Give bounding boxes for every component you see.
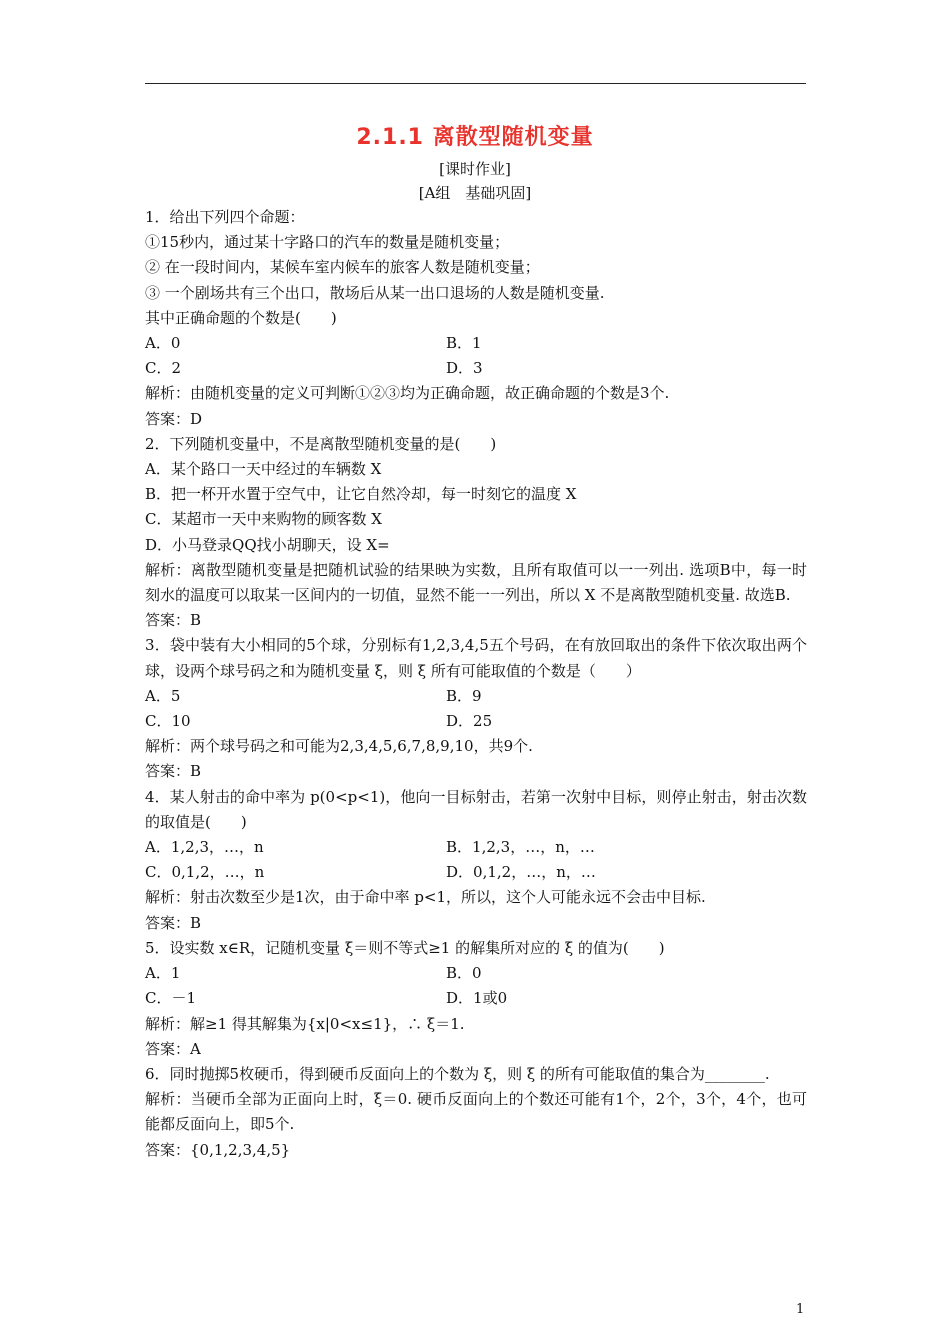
q4-options-row-1	[145, 835, 807, 860]
q5-options-row-1	[145, 961, 807, 986]
q1-proposition-2: ② 在一段时间内，某候车室内候车的旅客人数是随机变量；	[145, 258, 540, 277]
q3-options-row-2	[145, 709, 807, 734]
q4-option-c: C．0,1,2，…，n	[145, 863, 265, 882]
q3-analysis: 解析：两个球号码之和可能为2,3,4,5,6,7,8,9,10，共9个.	[145, 737, 533, 756]
q2-analysis: 解析：离散型随机变量是把随机试验的结果映为实数，且所有取值可以一一列出. 选项B中，每一时刻水的温度可以取某一区间内的一切值，显然不能一一列出，所以 X 不是离散型随机变量. 故选B.	[145, 560, 807, 605]
q3-option-a: A．5	[145, 686, 181, 705]
group-label: [A组 基础巩固]	[418, 184, 532, 202]
q4-option-b: B．1,2,3，…，n，…	[446, 838, 595, 857]
q2-option-a: A．某个路口一天中经过的车辆数 X	[145, 460, 382, 479]
q5-option-a: A．1	[145, 964, 181, 983]
q4-analysis: 解析：射击次数至少是1次，由于命中率 p<1，所以，这个人可能永远不会击中目标.	[145, 888, 706, 907]
q2-option-d: D．小马登录QQ找小胡聊天，设 X=	[145, 535, 390, 554]
q3-option-b: B．9	[446, 686, 482, 705]
q2-stem: 2．下列随机变量中，不是离散型随机变量的是( )	[145, 434, 497, 453]
q3-stem: 3．袋中装有大小相同的5个球，分别标有1,2,3,4,5五个号码，在有放回取出的条件下依次取出两个球，设两个球号码之和为随机变量 ξ，则 ξ 所有可能取值的个数是（ ）	[145, 636, 807, 680]
q5-options-row-2	[145, 986, 807, 1011]
q4-option-d: D．0,1,2，…，n，…	[446, 863, 596, 882]
q3-option-c: C．10	[145, 712, 191, 731]
q1-proposition-1: ①15秒内，通过某十字路口的汽车的数量是随机变量；	[145, 233, 510, 252]
q1-answer: 答案：D	[145, 409, 203, 428]
q1-options-row-1	[145, 331, 807, 356]
q5-option-c: C．－1	[145, 989, 197, 1008]
q1-proposition-3: ③ 一个剧场共有三个出口，散场后从某一出口退场的人数是随机变量.	[145, 283, 605, 302]
q4-options-row-2	[145, 860, 807, 885]
q3-answer: 答案：B	[145, 762, 202, 781]
q2-option-b: B．把一杯开水置于空气中，让它自然冷却，每一时刻它的温度 X	[145, 485, 577, 504]
q1-option-b: B．1	[446, 334, 482, 353]
q2-option-c: C．某超市一天中来购物的顾客数 X	[145, 510, 382, 529]
q1-stem: 1．给出下列四个命题：	[145, 208, 305, 226]
q6-analysis: 解析：当硬币全部为正面向上时，ξ＝0. 硬币反面向上的个数还可能有1个，2个，3个，4个，也可能都反面向上，即5个.	[145, 1090, 807, 1134]
page-number: 1	[796, 1302, 805, 1317]
q5-stem: 5．设实数 x∈R，记随机变量 ξ＝则不等式≥1 的解集所对应的 ξ 的值为( )	[145, 938, 665, 957]
q1-option-a: A．0	[145, 334, 181, 353]
q5-option-d: D．1或0	[446, 989, 508, 1008]
q1-option-c: C．2	[145, 359, 182, 378]
q1-option-d: D．3	[446, 359, 483, 378]
document-body	[145, 205, 807, 1163]
q4-option-a: A．1,2,3，…，n	[145, 838, 264, 857]
q2-answer: 答案：B	[145, 611, 202, 630]
q1-options-row-2	[145, 356, 807, 381]
q1-analysis: 解析：由随机变量的定义可判断①②③均为正确命题，故正确命题的个数是3个.	[145, 384, 670, 403]
q4-answer: 答案：B	[145, 913, 202, 932]
page-title: 2.1.1 离散型随机变量	[356, 125, 594, 150]
q5-option-b: B．0	[446, 964, 482, 983]
header-rule	[145, 83, 806, 84]
q6-answer: 答案：{0,1,2,3,4,5}	[145, 1140, 291, 1159]
section-label: [课时作业]	[439, 160, 511, 178]
q3-options-row-1	[145, 684, 807, 709]
q5-answer: 答案：A	[145, 1039, 201, 1058]
q5-analysis: 解析：解≥1 得其解集为{x|0<x≤1}，∴ ξ＝1.	[145, 1014, 465, 1033]
q3-option-d: D．25	[446, 712, 493, 731]
q4-stem: 4．某人射击的命中率为 p(0<p<1)，他向一目标射击，若第一次射中目标，则停止射击，射击次数的取值是( )	[145, 787, 807, 831]
q1-question: 其中正确命题的个数是( )	[145, 308, 337, 327]
q6-stem: 6．同时抛掷5枚硬币，得到硬币反面向上的个数为 ξ，则 ξ 的所有可能取值的集合为________.	[145, 1064, 770, 1083]
